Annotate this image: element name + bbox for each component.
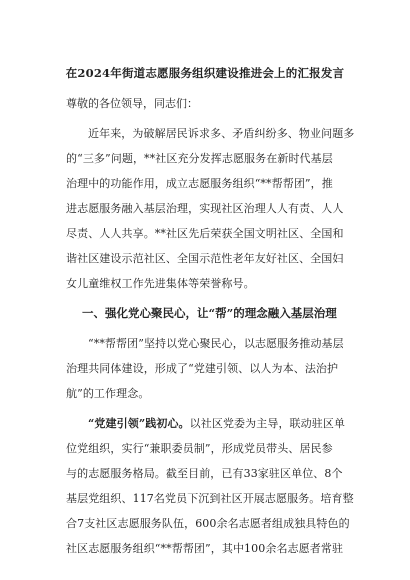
paragraph-line: 进志愿服务融入基层治理，实现社区治理人人有责、人人 bbox=[66, 202, 344, 215]
paragraph-text: 以社区党委为主导，联动驻区单 bbox=[189, 417, 346, 430]
salutation: 尊敬的各位领导，同志们： bbox=[66, 97, 198, 110]
paragraph-line: 谐社区建设示范社区、全国示范性老年友好社区、全国妇 bbox=[66, 252, 344, 265]
paragraph-line: 合7支社区志愿服务队伍，600余名志愿者组成独具特色的 bbox=[66, 517, 350, 530]
paragraph-line: 社区志愿服务组织“**帮帮团”，其中100余名志愿者常驻 bbox=[66, 542, 344, 555]
paragraph-line: “**帮帮团”坚持以党心聚民心，以志愿服务推动基层 bbox=[88, 337, 344, 350]
paragraph-line: 治理共同体建设，形成了“党建引领、以人为本、法治护 bbox=[66, 362, 339, 375]
paragraph-line: 与的志愿服务格局。截至目前，已有33家驻区单位、8个 bbox=[66, 467, 343, 480]
paragraph-lead: “党建引领”践初心。 bbox=[88, 417, 190, 430]
paragraph-line: 航”的工作理念。 bbox=[66, 387, 150, 400]
paragraph-line: 位党组织，实行“兼职委员制”，形成党员带头、居民参 bbox=[66, 442, 333, 455]
paragraph-line: 女儿童维权工作先进集体等荣誉称号。 bbox=[66, 277, 255, 290]
paragraph-line: 基层党组织、117名党员下沉到社区开展志愿服务。培育整 bbox=[66, 492, 354, 505]
section-heading: 一、强化党心聚民心，让“帮”的理念融入基层治理 bbox=[82, 306, 337, 320]
paragraph-line: 治理中的功能作用，成立志愿服务组织“**帮帮团”，推 bbox=[66, 177, 333, 190]
paragraph-line: 的“三多”问题，**社区充分发挥志愿服务在新时代基层 bbox=[66, 152, 333, 165]
paragraph-line: 尽责、人人共享。**社区先后荣获全国文明社区、全国和 bbox=[66, 227, 344, 240]
paragraph-line: 近年来，为破解居民诉求多、矛盾纠纷多、物业问题多 bbox=[88, 127, 355, 140]
document-title: 在2024年街道志愿服务组织建设推进会上的汇报发言 bbox=[65, 66, 345, 80]
paragraph-line bbox=[88, 415, 345, 431]
